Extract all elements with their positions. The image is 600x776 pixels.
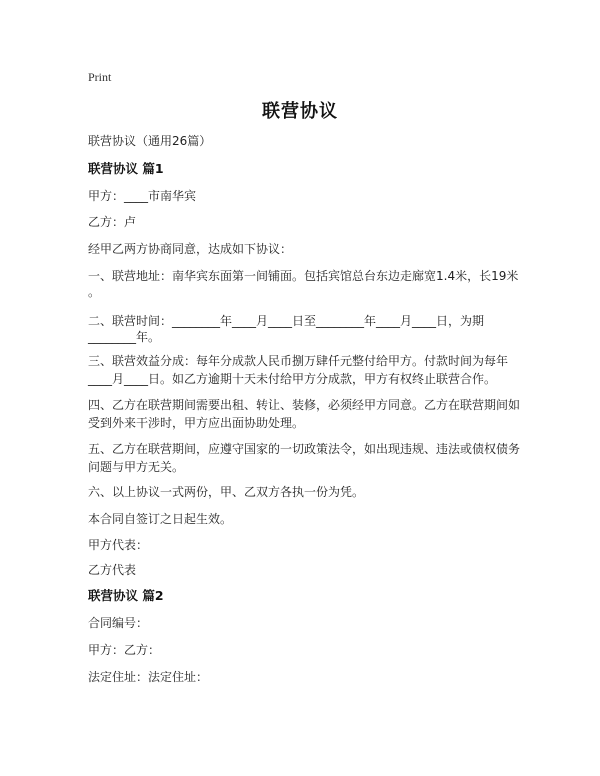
clause-4-line-1: 四、乙方在联营期间需要出租、转让、装修，必须经甲方同意。乙方在联营期间如 [88,398,521,412]
party-b-line: 乙方：卢 [88,215,137,229]
clause-4-line-2: 受到外来干涉时，甲方应出面协助处理。 [88,416,305,430]
contract-number-line: 合同编号： [88,616,149,630]
section-heading-1: 联营协议 篇1 [88,161,164,176]
section-heading-2: 联营协议 篇2 [88,588,164,603]
effective-statement: 本合同自签订之日起生效。 [88,512,233,526]
party-a-representative: 甲方代表： [88,538,149,552]
legal-address-line: 法定住址：法定住址： [88,670,209,684]
clause-1-line-2: 。 [88,285,101,299]
clause-5-line-1: 五、乙方在联营期间，应遵守国家的一切政策法令，如出现违规、违法或债权债务 [88,442,521,456]
clause-3-line-2: ____月____日。如乙方逾期十天未付给甲方分成款，甲方有权终止联营合作。 [88,372,497,386]
clause-2-line-2: ________年。 [88,330,161,344]
clause-1-line-1: 一、联营地址：南华宾东面第一间铺面。包括宾馆总台东边走廊宽1.4米，长19米 [88,269,519,283]
clause-3-line-1: 三、联营效益分成：每年分成款人民币捌万肆仟元整付给甲方。付款时间为每年 [88,354,509,368]
document-title: 联营协议 [262,101,338,122]
document-subtitle: 联营协议（通用26篇） [88,134,212,148]
party-b-representative: 乙方代表 [88,563,137,577]
clause-6: 六、以上协议一式两份，甲、乙双方各执一份为凭。 [88,485,365,499]
clause-5-line-2: 问题与甲方无关。 [88,460,185,474]
agreement-intro: 经甲乙两方协商同意，达成如下协议： [88,242,293,256]
print-label[interactable]: Print [88,70,112,84]
clause-2-line-1: 二、联营时间：________年____月____日至________年____月____日，为期 [88,314,485,328]
party-a-line: 甲方：____市南华宾 [88,189,197,203]
parties-line: 甲方：乙方： [88,643,161,657]
